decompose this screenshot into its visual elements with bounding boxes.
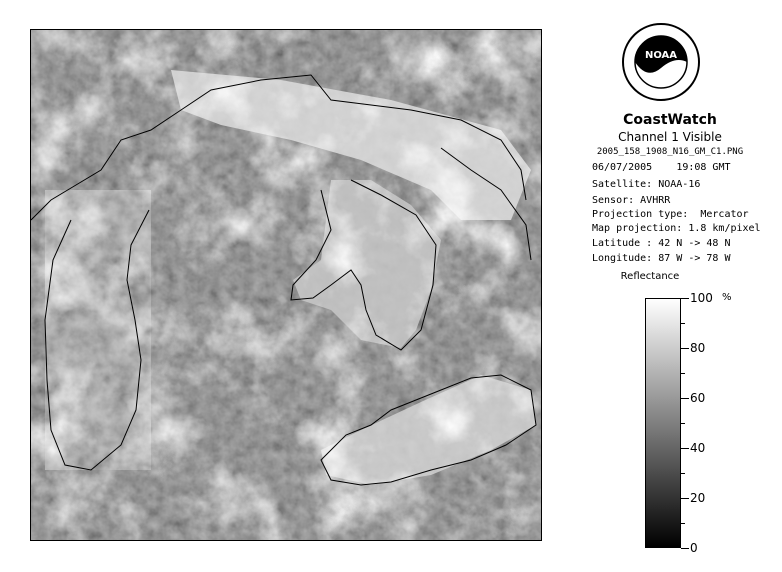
product-title: CoastWatch [623,112,717,128]
satellite-image-svg [31,30,542,541]
colorbar-tick [681,523,685,524]
cloud-cover [31,30,542,541]
product-date: 06/07/2005 [592,162,653,173]
product-subtitle: Channel 1 Visible [618,130,722,144]
colorbar [645,298,681,548]
latitude-label: Latitude : 42 N -> 48 N [592,238,731,249]
colorbar-tick [681,423,685,424]
colorbar-tick [681,323,685,324]
sensor-label: Sensor: AVHRR [592,195,671,206]
logo-text: NOAA [644,50,678,61]
noaa-logo-svg [621,22,701,102]
satellite-label: Satellite: NOAA-16 [592,179,701,190]
colorbar-tick-label: 60 [690,391,706,405]
satellite-image [30,29,542,541]
projection-type-label: Projection type: Mercator [592,209,749,220]
colorbar-tick [681,298,689,299]
longitude-label: Longitude: 87 W -> 78 W [592,253,731,264]
colorbar-tick [681,398,689,399]
colorbar-tick-label: 100 [690,291,713,305]
colorbar-tick [681,373,685,374]
colorbar-tick-label: 0 [690,541,698,555]
colorbar-tick-label: 40 [690,441,706,455]
colorbar-unit: % [722,292,732,303]
product-time: 19:08 GMT [676,162,731,173]
colorbar-tick [681,498,689,499]
noaa-logo-icon [621,22,701,102]
product-filename: 2005_158_1908_N16_GM_C1.PNG [596,147,744,157]
colorbar-tick-label: 20 [690,491,706,505]
map-projection-label: Map projection: 1.8 km/pixel [592,223,761,234]
colorbar-tick-label: 80 [690,341,706,355]
colorbar-tick [681,448,689,449]
colorbar-tick [681,548,689,549]
product-datetime [592,162,782,173]
colorbar-tick [681,473,685,474]
colorbar-title: Reflectance [620,271,680,282]
colorbar-tick [681,348,689,349]
